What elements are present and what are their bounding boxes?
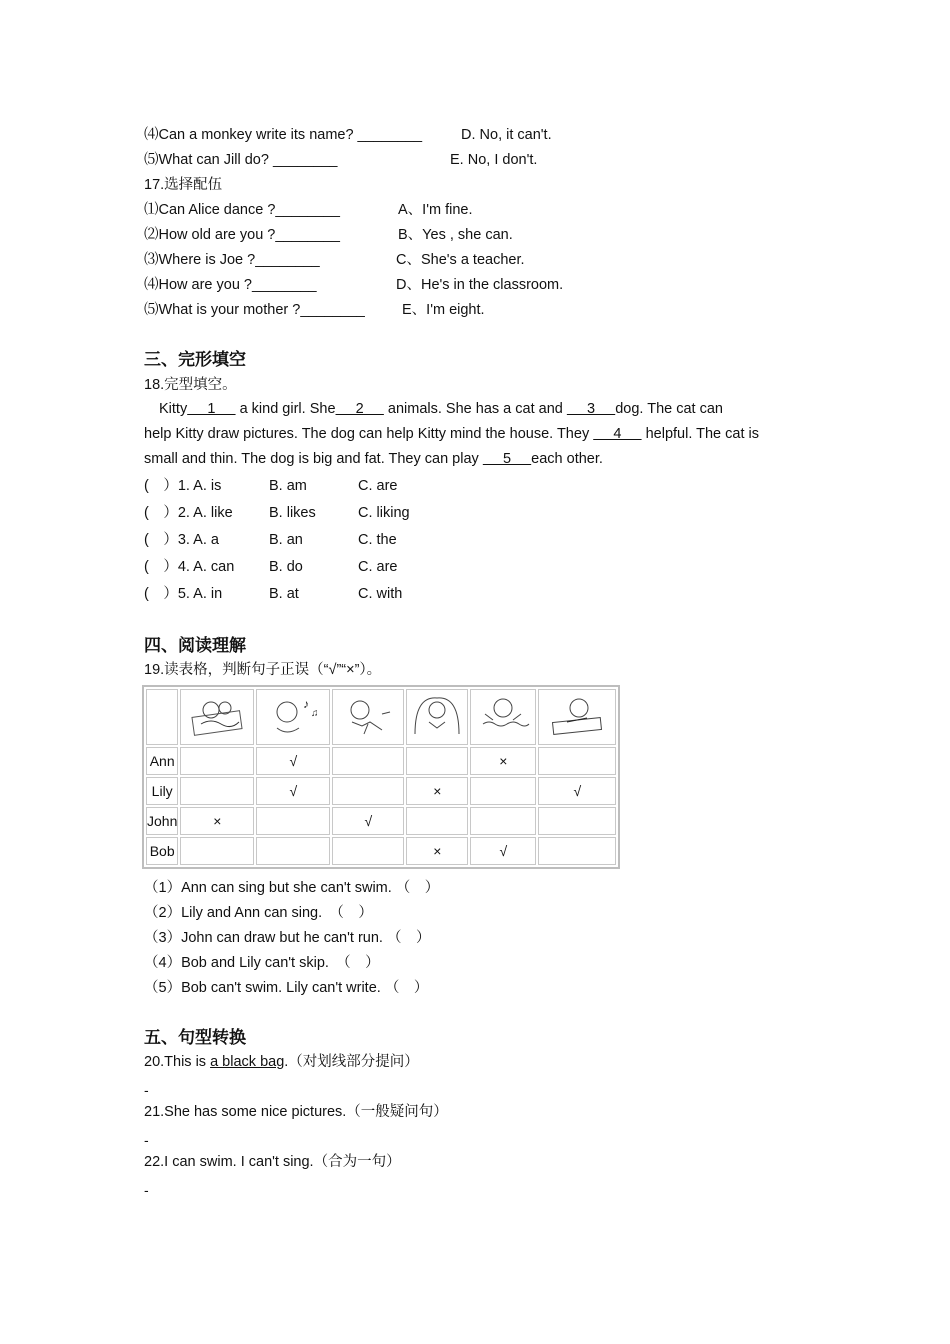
table-cell [180,777,254,805]
q17-item: ⑵How old are you ?________ [144,227,340,243]
option-a: ( ）5. A. in [144,586,223,602]
table-cell [332,837,404,865]
statement: （3）John can draw but he can't run. （ ） [144,930,431,946]
statement: （5）Bob can't swim. Lily can't write. （ ） [144,980,429,996]
q17-answer: C、She's a teacher. [396,252,525,268]
section3-heading: 三、完形填空 [144,350,246,369]
option-a: ( ）3. A. a [144,532,219,548]
statement: （1）Ann can sing but she can't swim. （ ） [144,880,440,896]
q21: 21.She has some nice pictures.（一般疑问句） [144,1104,448,1120]
q17-answer: E、I'm eight. [402,302,485,318]
q17-item: ⑸What is your mother ?________ [144,302,365,318]
table-cell [332,777,404,805]
table-cell: √ [470,837,536,865]
table-cell [332,747,404,775]
kid-swimming-icon [473,694,533,738]
activity-table [142,685,620,869]
blank-1: 1 [187,401,236,417]
match-answer-d: D. No, it can't. [461,127,552,143]
table-row [146,747,616,775]
statement: （4）Bob and Lily can't skip. （ ） [144,955,380,971]
table-cell [406,747,468,775]
option-c: C. are [358,559,398,575]
answer-line[interactable]: - [144,1082,149,1098]
blank-3: 3 [566,401,616,417]
option-b: B. at [269,586,299,602]
table-cell: √ [332,807,404,835]
match-q5: ⑸What can Jill do? ________ [144,152,338,168]
table-row [146,837,616,865]
option-b: B. do [269,559,303,575]
table-cell [406,807,468,835]
answer-line[interactable]: - [144,1182,149,1198]
row-name: John [146,807,178,835]
table-cell [256,837,330,865]
passage-line-2: help Kitty draw pictures. The dog can help Kitty mind the house. They 4 helpful. The cat is [144,426,759,442]
blank-5: 5 [482,451,532,467]
option-c: C. the [358,532,397,548]
table-header-row [146,689,616,745]
match-q4: ⑷Can a monkey write its name? ________ [144,127,423,143]
option-a: ( ）4. A. can [144,559,235,575]
table-cell [180,747,254,775]
table-cell: √ [256,777,330,805]
table-row [146,777,616,805]
blank-4: 4 [593,426,642,442]
passage-line-1: Kitty 1 a kind girl. She 2 animals. She has a cat and 3 dog. The cat can [159,401,723,417]
table-cell [470,807,536,835]
q17-item: ⑷How are you ?________ [144,277,317,293]
table-row [146,807,616,835]
section4-heading: 四、阅读理解 [144,636,246,655]
table-cell [256,807,330,835]
option-a: ( ）1. A. is [144,478,222,494]
svg-text:♪: ♪ [303,696,310,711]
statement: （2）Lily and Ann can sing. （ ） [144,905,373,921]
table-cell [538,807,616,835]
option-c: C. are [358,478,398,494]
passage-line-3: small and thin. The dog is big and fat. They can play 5 each other. [144,451,603,467]
q17-answer: D、He's in the classroom. [396,277,564,293]
table-cell [538,747,616,775]
table-cell: × [406,837,468,865]
table-cell: √ [538,777,616,805]
row-name: Lily [146,777,178,805]
table-cell: × [470,747,536,775]
option-b: B. an [269,532,303,548]
table-cell [470,777,536,805]
table-cell: × [406,777,468,805]
kid-singing-icon [263,694,323,738]
option-a: ( ）2. A. like [144,505,233,521]
q22: 22.I can swim. I can't sing.（合为一句） [144,1154,401,1170]
q17-title: 17.选择配伍 [144,177,223,193]
q17-item: ⑴Can Alice dance ?________ [144,202,340,218]
q17-item: ⑶Where is Joe ?________ [144,252,320,268]
table-cell: √ [256,747,330,775]
option-b: B. am [269,478,307,494]
table-cell [180,837,254,865]
blank-2: 2 [335,401,384,417]
row-name: Ann [146,747,178,775]
svg-text:♫: ♫ [311,707,319,719]
table-cell [538,837,616,865]
option-c: C. with [358,586,403,602]
table-cell: × [180,807,254,835]
q19-title: 19.读表格，判断句子正误（“√”“×”）。 [144,662,382,678]
underlined-phrase: a black bag [210,1054,285,1070]
kid-skipping-icon [407,694,467,738]
q17-answer: B、Yes , she can. [398,227,513,243]
option-c: C. liking [358,505,410,521]
q20: 20.This is a black bag.（对划线部分提问） [144,1054,419,1070]
kid-writing-icon [547,694,607,738]
q17-answer: A、I'm fine. [398,202,473,218]
option-b: B. likes [269,505,316,521]
answer-line[interactable]: - [144,1132,149,1148]
section5-heading: 五、句型转换 [144,1028,246,1047]
match-answer-e: E. No, I don't. [450,152,538,168]
kid-running-icon [338,694,398,738]
kid-drawing-icon [187,694,247,738]
row-name: Bob [146,837,178,865]
q18-title: 18.完型填空。 [144,377,237,393]
